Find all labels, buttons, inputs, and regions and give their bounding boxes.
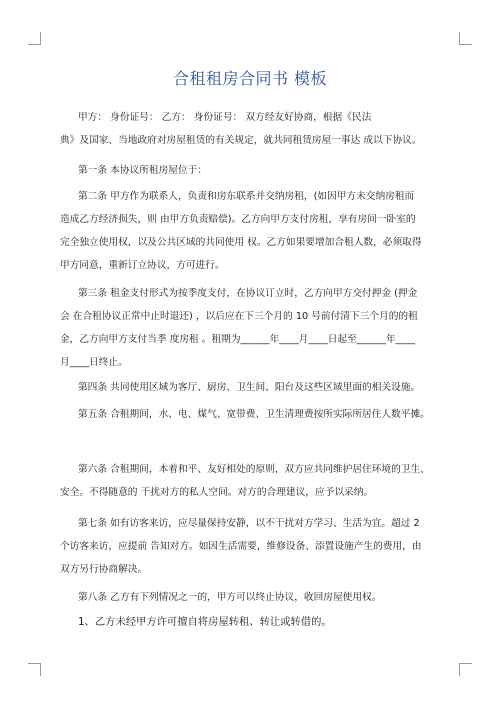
text-line: 甲方同意，重新订立协议，方可进行。	[60, 260, 225, 271]
text-line: 第五条 合租期间，水、电、煤气、宽带费、卫生清理费按所实际所居住人数平摊。	[78, 409, 430, 420]
paragraph-article-1	[60, 159, 444, 182]
text-line: 典》及国家、当地政府对房屋租赁的有关规定，就共同租赁房屋一事达 成以下协议。	[60, 135, 422, 146]
text-line: 双方另行协商解决。	[60, 564, 148, 575]
text-line: 安全。不得随意的 干扰对方的私人空间。对方的合理建议，应予以采纳。	[60, 487, 374, 498]
crop-mark-bottom-right	[459, 663, 472, 676]
text-line: 1、乙方未经甲方许可擅自将房屋转租、转让或转借的。	[78, 616, 332, 628]
paragraph-article-3	[60, 282, 444, 374]
paragraph-article-6	[60, 458, 444, 504]
text-line: 第六条 合租期间，本着和平、友好相处的原则，双方应共同维护居住环境的卫生、	[78, 464, 430, 475]
paragraph-article-4	[60, 376, 444, 399]
text-line: 第三条 租金支付形式为按季度支付，在协议订立时，乙方向甲方交付押金 (押金	[78, 288, 418, 299]
text-line: 第二条 甲方作为联系人，负责和房东联系并交纳房租，(如因甲方未交纳房租而	[78, 191, 415, 202]
text-line: 月____日终止。	[60, 357, 128, 368]
text-line: 造成乙方经济损失，则 由甲方负责赔偿)。乙方向甲方支付房租，享有房间一卧室的	[60, 214, 416, 225]
crop-mark-top-right	[459, 32, 472, 45]
text-line: 第四条 共同使用区域为客厅、厨房、卫生间、阳台及这些区域里面的相关设施。	[78, 382, 421, 393]
text-line: 个访客来访，应提前 告知对方。如因生活需要，维修设备、添置设施产生的费用，由	[60, 541, 422, 552]
crop-mark-bottom-left	[28, 663, 41, 676]
paragraph-article-7	[60, 512, 444, 581]
text-line: 金，乙方向甲方支付当季 度房租 。租期为______年____月____日起至______年____	[60, 334, 415, 345]
text-line: 第八条 乙方有下列情况之一的，甲方可以终止协议，收回房屋使用权。	[78, 592, 382, 603]
text-line: 第七条 如有访客来访，应尽量保持安静，以不干扰对方学习、生活为宜。超过 2	[78, 518, 420, 529]
paragraph-article-2	[60, 185, 444, 277]
document-title: 合租租房合同书 模板	[172, 69, 328, 88]
paragraph-article-5	[60, 403, 444, 426]
text-line: 第一条 本协议所租房屋位于：	[78, 165, 208, 176]
text-line: 会 在合租协议正常中止时退还) ，以后应在下三个月的 10 号前付清下三个月的的租	[60, 311, 418, 322]
text-line: 甲方： 身份证号： 乙方： 身份证号： 双方经友好协商，根据《民法	[78, 112, 372, 123]
text-line: 完全独立使用权，以及公共区域的共同使用 权。乙方如果要增加合租人数，必须取得	[60, 237, 422, 248]
crop-mark-top-left	[28, 32, 41, 45]
paragraph-item-1	[60, 611, 444, 634]
paragraph-article-8	[60, 586, 444, 609]
paragraph-parties	[60, 106, 444, 152]
